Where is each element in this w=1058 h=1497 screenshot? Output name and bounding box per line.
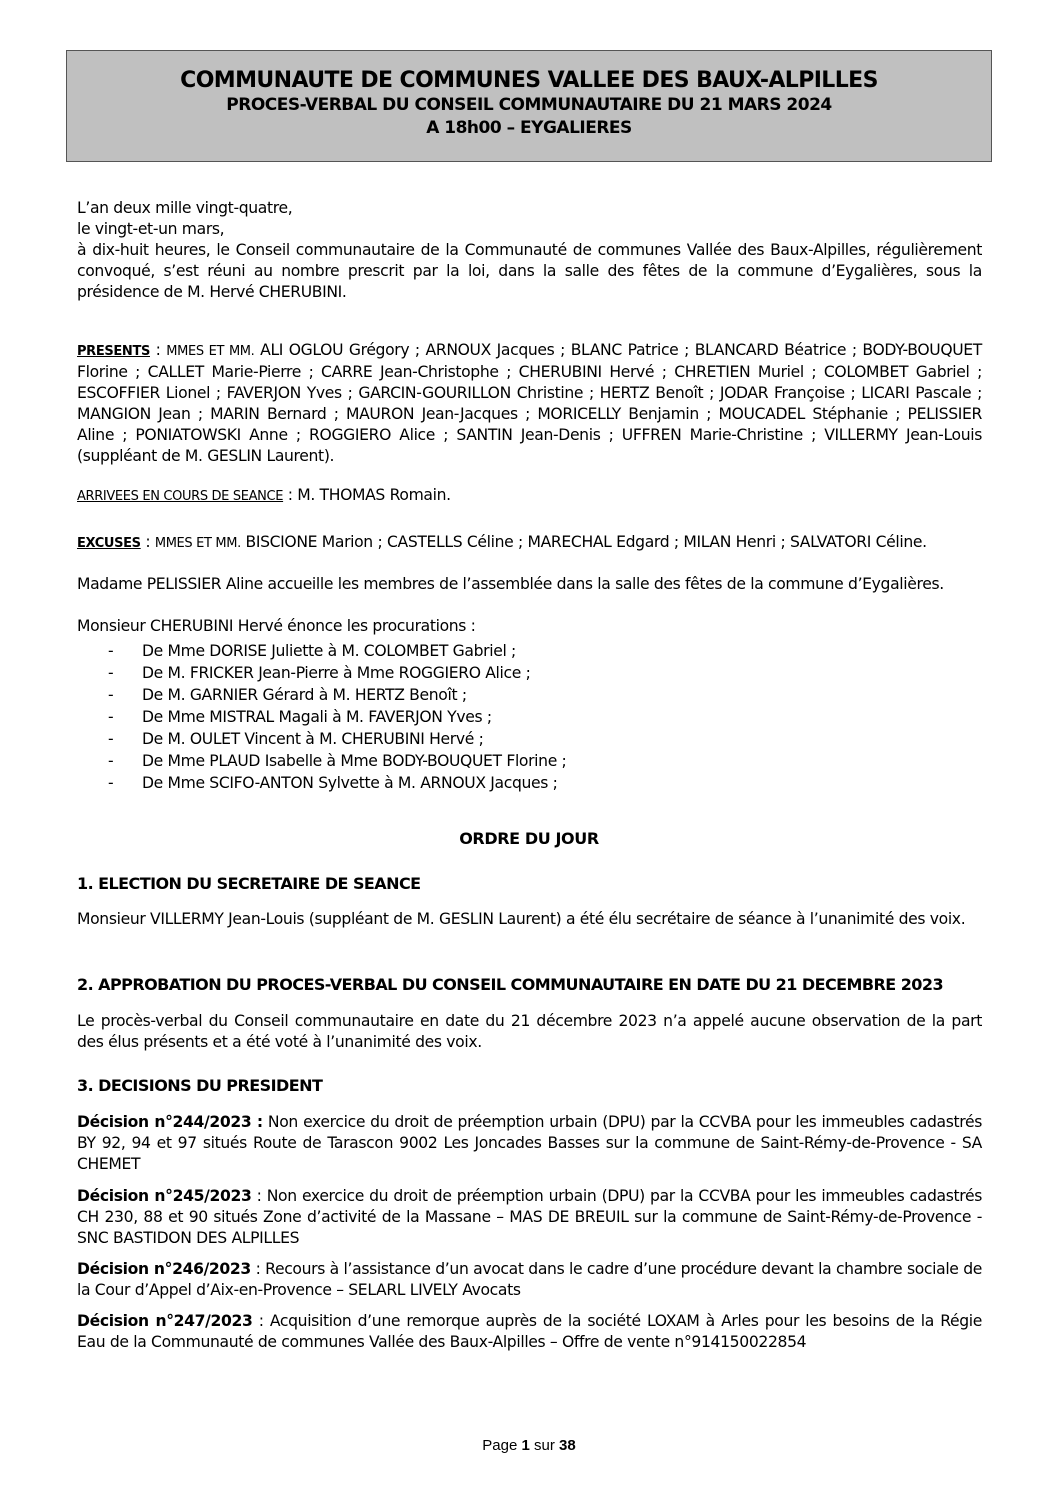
procurations-list: [108, 640, 988, 794]
page-label: Page: [482, 1437, 518, 1454]
ordre-du-jour-heading: ORDRE DU JOUR: [459, 829, 599, 848]
section-2-text: Le procès-verbal du Conseil communautaire en date du 21 décembre 2023 n’a appelé aucune observation de la part des élus présents et a été voté à l’unanimité des voix.: [77, 1012, 982, 1051]
decision-text: : Non exercice du droit de préemption urbain (DPU) par la CCVBA pour les immeubles cadastrés CH 230, 88 et 90 situés Zone d’activité de la Massane – MAS DE BREUIL sur la commune de Saint-Rémy-de-Provence - SNC BASTIDON DES ALPILLES: [77, 1187, 982, 1247]
list-item: - De Mme PLAUD Isabelle à Mme BODY-BOUQUET Florine ;: [108, 752, 567, 770]
presents-paragraph: PRESENTS : MMES ET MM. ALI OGLOU Grégory ; ARNOUX Jacques ; BLANC Patrice ; BLANCARD Béatrice ; BODY-BOUQUET Florine ; CALLET Marie-Pierre ; CARRE Jean-Christophe ; CHERUBINI Hervé ; CHRETIEN Muriel ; COLOMBET Gabriel ; ESCOFFIER Lionel ; FAVERJON Yves ; GARCIN-GOURILLON Christine ; HERTZ Benoît ; JODAR Françoise ; LICARI Pascale ; MANGION Jean ; MARIN Bernard ; MAURON Jean-Jacques ; MORICELLY Benjamin ; MOUCADEL Stéphanie ; PELISSIER Aline ; PONIATOWSKI Anne ; ROGGIERO Alice ; SANTIN Jean-Denis ; UFFREN Marie-Christine ; VILLERMY Jean-Louis (suppléant de M. GESLIN Laurent).: [77, 341, 982, 465]
document-title: COMMUNAUTE DE COMMUNES VALLEE DES BAUX-ALPILLES: [180, 68, 878, 93]
decision-245: [77, 1186, 982, 1249]
title-banner: [66, 50, 992, 162]
page-footer: [0, 1437, 1058, 1454]
list-item: - De M. OULET Vincent à M. CHERUBINI Hervé ;: [108, 730, 484, 748]
intro-block: [77, 198, 982, 303]
document-time-place: A 18h00 – EYGALIERES: [426, 118, 632, 138]
section-2-heading: 2. APPROBATION DU PROCES-VERBAL DU CONSEIL COMMUNAUTAIRE EN DATE DU 21 DECEMBRE 2023: [77, 975, 944, 994]
decision-text: : Acquisition d’une remorque auprès de la société LOXAM à Arles pour les besoins de la Régie Eau de la Communauté de communes Vallée des Baux-Alpilles – Offre de vente n°914150022854: [77, 1312, 982, 1351]
decision-ref: Décision n°247/2023: [77, 1312, 253, 1330]
list-item: - De M. FRICKER Jean-Pierre à Mme ROGGIERO Alice ;: [108, 664, 531, 682]
excuses-prefix: MMES ET MM.: [154, 536, 241, 551]
decision-text: Non exercice du droit de préemption urbain (DPU) par la CCVBA pour les immeubles cadastrés BY 92, 94 et 97 situés Route de Tarascon 9002 Les Joncades Basses sur la commune de Saint-Rémy-de-Provence - SA CHEMET: [77, 1113, 982, 1173]
list-item: - De M. GARNIER Gérard à M. HERTZ Benoît ;: [108, 686, 467, 704]
arrivees-text: M. THOMAS Romain.: [297, 486, 451, 504]
intro-line-2: le vingt-et-un mars,: [77, 220, 225, 238]
list-item: - De Mme SCIFO-ANTON Sylvette à M. ARNOUX Jacques ;: [108, 774, 558, 792]
page-sur: sur: [534, 1437, 555, 1454]
page-total: 38: [559, 1437, 576, 1454]
presents-prefix: MMES ET MM.: [166, 344, 255, 359]
section-3-heading: 3. DECISIONS DU PRESIDENT: [77, 1076, 323, 1095]
presents-label: PRESENTS: [77, 344, 150, 359]
presents-list: ALI OGLOU Grégory ; ARNOUX Jacques ; BLANC Patrice ; BLANCARD Béatrice ; BODY-BOUQUET Florine ; CALLET Marie-Pierre ; CARRE Jean-Christophe ; CHERUBINI Hervé ; CHRETIEN Muriel ; COLOMBET Gabriel ; ESCOFFIER Lionel ; FAVERJON Yves ; GARCIN-GOURILLON Christine ; HERTZ Benoît ; JODAR Françoise ; LICARI Pascale ; MANGION Jean ; MARIN Bernard ; MAURON Jean-Jacques ; MORICELLY Benjamin ; MOUCADEL Stéphanie ; PELISSIER Aline ; PONIATOWSKI Anne ; ROGGIERO Alice ; SANTIN Jean-Denis ; UFFREN Marie-Christine ; VILLERMY Jean-Louis (suppléant de M. GESLIN Laurent).: [77, 341, 982, 465]
decision-ref: Décision n°244/2023 :: [77, 1113, 263, 1131]
procurations-intro: Monsieur CHERUBINI Hervé énonce les procurations :: [77, 617, 476, 635]
decision-ref: Décision n°245/2023: [77, 1187, 252, 1205]
excuses-paragraph: EXCUSES : MMES ET MM. BISCIONE Marion ; CASTELLS Céline ; MARECHAL Edgard ; MILAN Henri ; SALVATORI Céline.: [77, 533, 927, 551]
intro-paragraph: à dix-huit heures, le Conseil communautaire de la Communauté de communes Vallée des Baux-Alpilles, régulièrement convoqué, s’est réuni au nombre prescrit par la loi, dans la salle des fêtes de la commune d’Eygalières, sous la présidence de M. Hervé CHERUBINI.: [77, 241, 982, 301]
list-item: - De Mme MISTRAL Magali à M. FAVERJON Yves ;: [108, 708, 492, 726]
decision-244: [77, 1112, 982, 1175]
list-item: - De Mme DORISE Juliette à M. COLOMBET Gabriel ;: [108, 642, 516, 660]
arrivees-label: ARRIVEES EN COURS DE SEANCE: [77, 489, 284, 504]
welcome-paragraph: Madame PELISSIER Aline accueille les membres de l’assemblée dans la salle des fêtes de la commune d’Eygalières.: [77, 575, 944, 593]
excuses-label: EXCUSES: [77, 536, 141, 551]
decision-text: : Recours à l’assistance d’un avocat dans le cadre d’une procédure devant la chambre sociale de la Cour d’Appel d’Aix-en-Provence – SELARL LIVELY Avocats: [77, 1260, 982, 1299]
section-1-text: Monsieur VILLERMY Jean-Louis (suppléant de M. GESLIN Laurent) a été élu secrétaire de séance à l’unanimité des voix.: [77, 910, 966, 928]
excuses-list: BISCIONE Marion ; CASTELLS Céline ; MARECHAL Edgard ; MILAN Henri ; SALVATORI Céline.: [245, 533, 927, 551]
decision-ref: Décision n°246/2023: [77, 1260, 251, 1278]
page-number: 1: [521, 1437, 530, 1454]
arrivees-paragraph: ARRIVEES EN COURS DE SEANCE : M. THOMAS Romain.: [77, 486, 451, 504]
section-1-heading: 1. ELECTION DU SECRETAIRE DE SEANCE: [77, 874, 421, 893]
intro-line-1: L’an deux mille vingt-quatre,: [77, 199, 293, 217]
decision-247: [77, 1311, 982, 1353]
decision-246: [77, 1259, 982, 1301]
document-subtitle: PROCES-VERBAL DU CONSEIL COMMUNAUTAIRE DU 21 MARS 2024: [226, 95, 832, 115]
